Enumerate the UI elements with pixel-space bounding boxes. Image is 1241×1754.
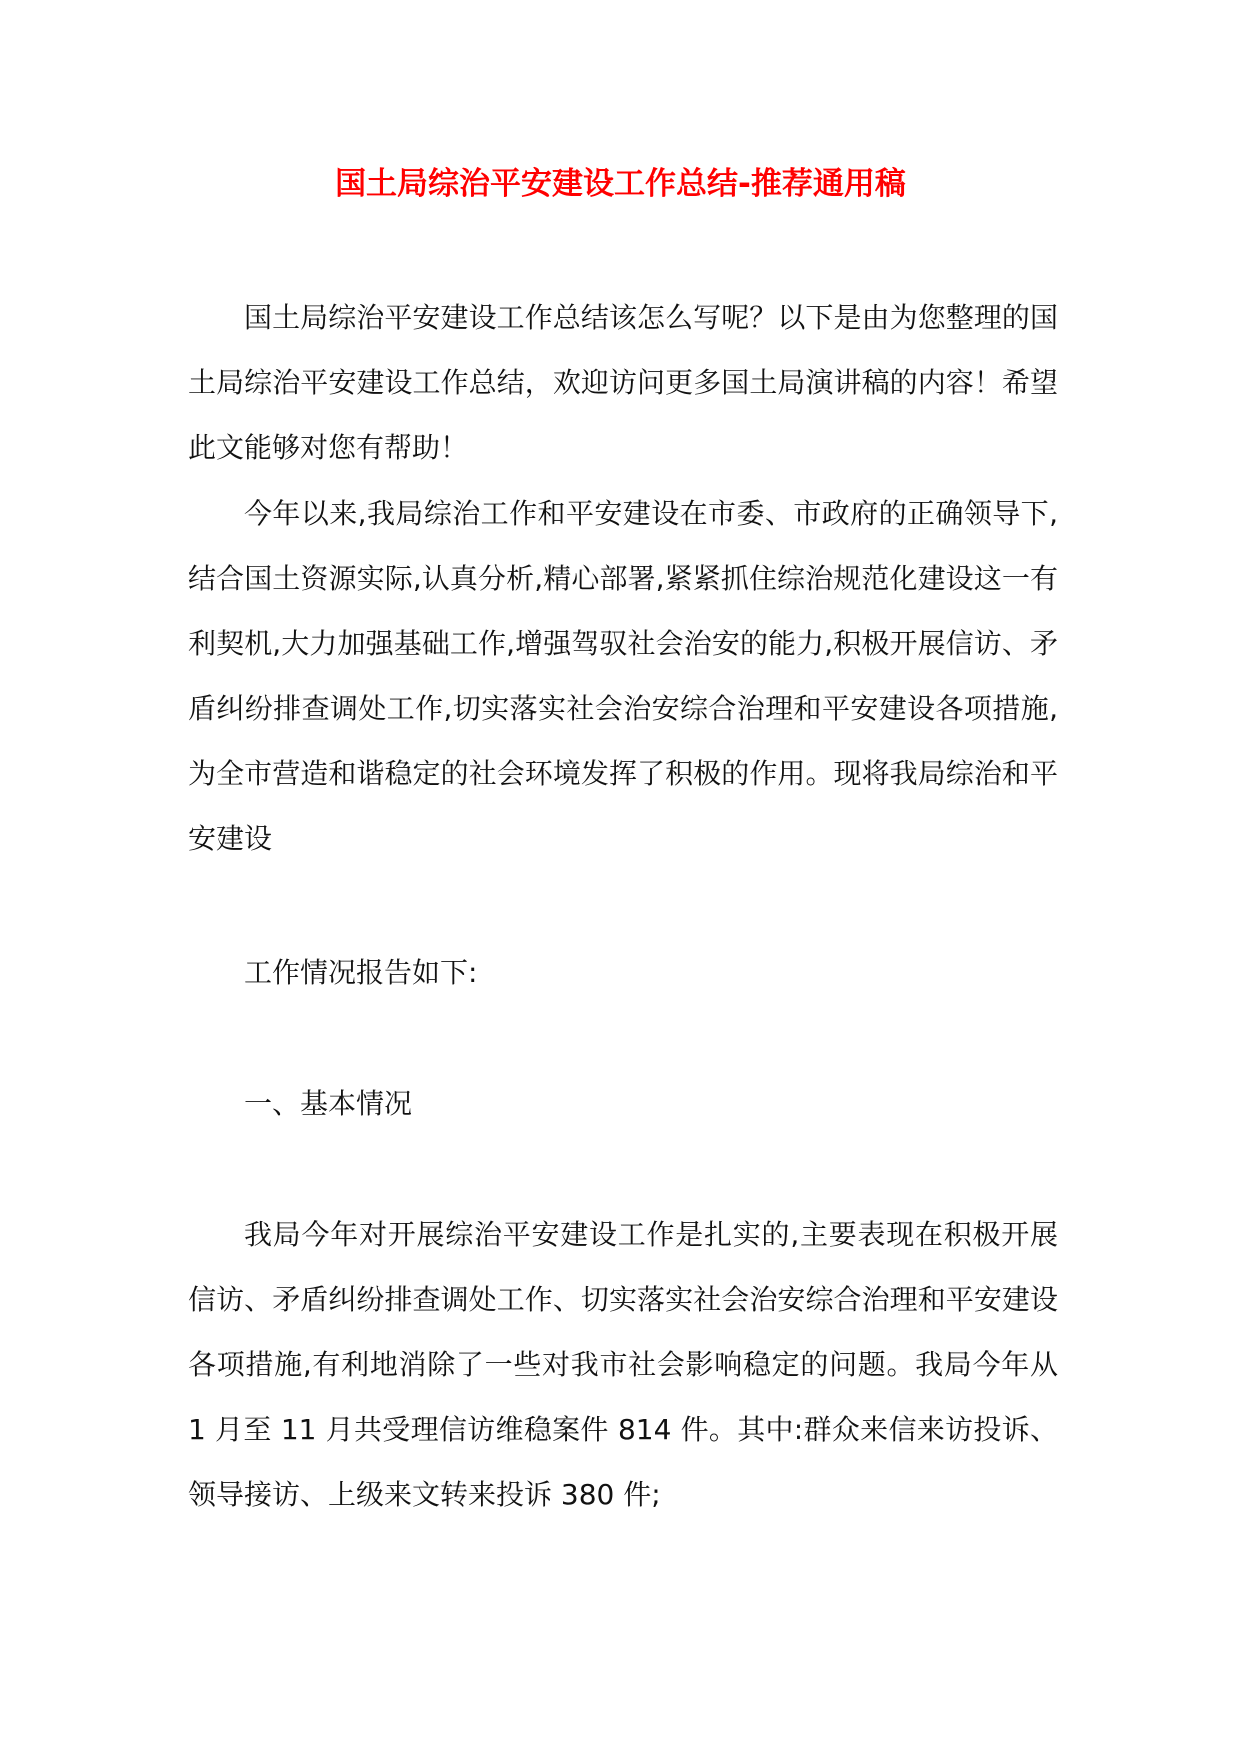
report-line-text: 工作情况报告如下: [244,956,478,989]
opening-text: 今年以来,我局综治工作和平安建设在市委、市政府的正确领导下,结合国土资源实际,认真分析,精心部署,紧紧抓住综治规范化建设这一有利契机,大力加强基础工作,增强驾驭社会治安的能力,积极开展信访、矛盾纠纷排查调处工作,切实落实社会治安综合治理和平安建设各项措施,为全市营造和谐稳定的社会环境发挥了积极的作用。现将我局综治和平安建设 [188,497,1058,855]
document-title: 国土局综治平安建设工作总结-推荐通用稿 [335,166,906,202]
intro-paragraph [188,285,1058,480]
basic-situation-text: 我局今年对开展综治平安建设工作是扎实的,主要表现在积极开展信访、矛盾纠纷排查调处工作、切实落实社会治安综合治理和平安建设各项措施,有利地消除了一些对我市社会影响稳定的问题。我局今年从 1 月至 11 月共受理信访维稳案件 814 件。其中:群众来信来访投诉、领导接访、上级来文转来投诉 380 件; [188,1218,1058,1511]
basic-situation-paragraph [188,1202,1058,1527]
opening-paragraph [188,481,1058,871]
report-line [188,940,1058,1005]
intro-text: 国土局综治平安建设工作总结该怎么写呢？以下是由为您整理的国土局综治平安建设工作总结，欢迎访问更多国土局演讲稿的内容！希望此文能够对您有帮助！ [188,301,1058,464]
section-heading [188,1071,1058,1136]
section-heading-text: 一、基本情况 [244,1087,413,1120]
